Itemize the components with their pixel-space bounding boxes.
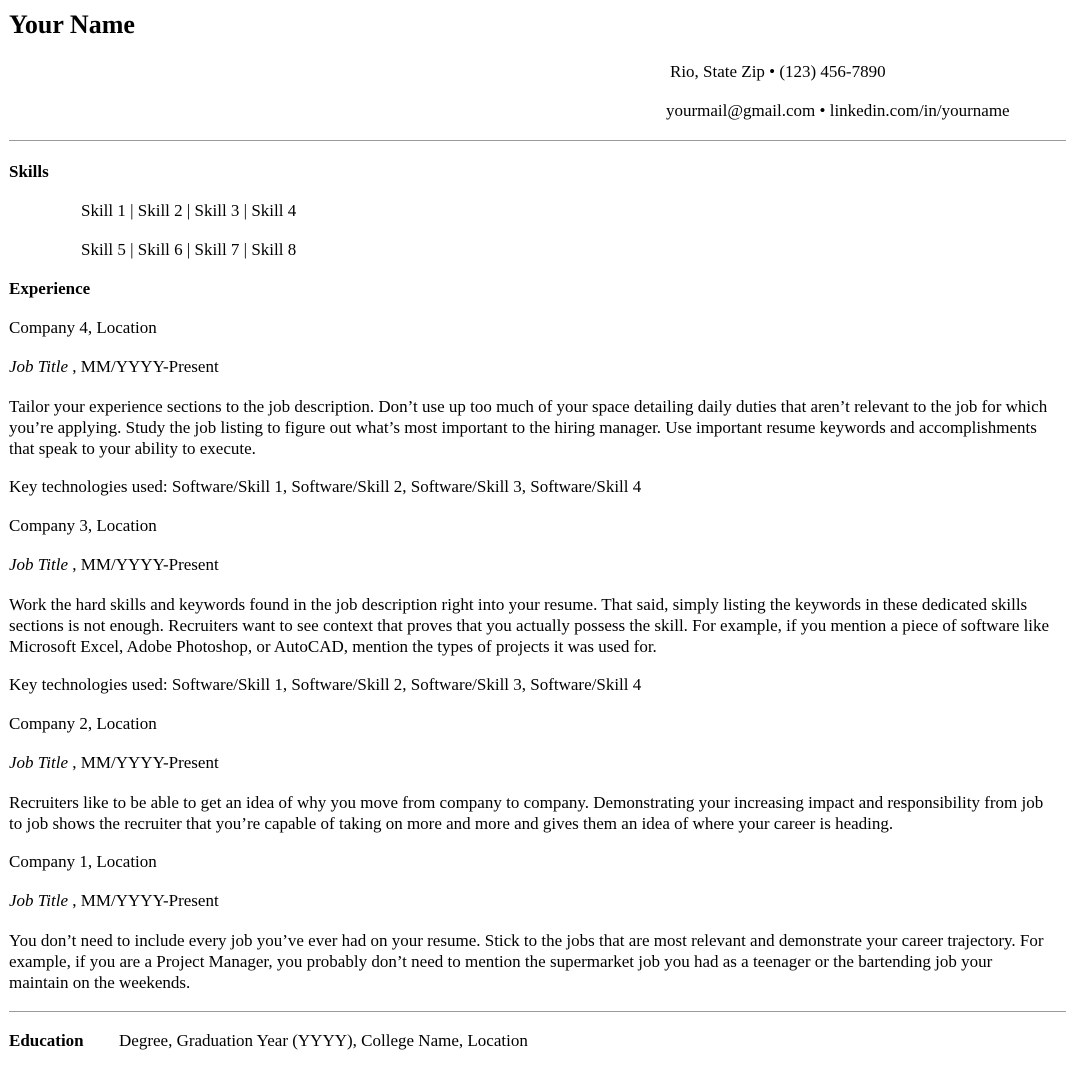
job-title: Job Title <box>9 891 69 910</box>
job-dates: , MM/YYYY-Present <box>68 753 219 772</box>
job-title: Job Title <box>9 555 69 574</box>
job-description: You don’t need to include every job you’ve ever had on your resume. Stick to the jobs that are most relevant and demonstrate your career trajectory. For example, if you are a Project Manager, you probably don’t need to mention the supermarket job you had as a teenager or the bartending job your maintain on the weekends. <box>9 931 1044 992</box>
job-description: Work the hard skills and keywords found in the job description right into your resume. That said, simply listing the keywords in these dedicated skills sections is not enough. Recruiters want to see context that proves that you actually possess the skill. For example, if you mention a piece of software like Microsoft Excel, Adobe Photoshop, or AutoCAD, mention the types of projects it was used for. <box>9 595 1050 656</box>
job-title: Job Title <box>9 753 69 772</box>
job-description: Tailor your experience sections to the job description. Don’t use up too much of your space detailing daily duties that aren’t relevant to the job for which you’re applying. Study the job listing to figure out what’s most important to the hiring manager. Use important resume keywords and accomplishments that speak to your ability to execute. <box>9 397 1048 458</box>
job-technologies: Key technologies used: Software/Skill 1, Software/Skill 2, Software/Skill 3, Software/Skill 4 <box>9 675 642 694</box>
education-heading: Education <box>9 1031 84 1050</box>
resume-name: Your Name <box>9 10 135 39</box>
skills-row-1: Skill 1 | Skill 2 | Skill 3 | Skill 4 <box>81 201 297 220</box>
skills-heading: Skills <box>9 162 49 181</box>
job-description: Recruiters like to be able to get an idea of why you move from company to company. Demonstrating your increasing impact and responsibility from job to job shows the recruiter that you’re capable of taking on more and more and gives them an idea of where your career is heading. <box>9 793 1044 833</box>
job-company: Company 3, Location <box>9 516 157 535</box>
job-dates: , MM/YYYY-Present <box>68 555 219 574</box>
job-title-line <box>9 752 219 774</box>
job-title-line <box>9 890 219 912</box>
job-company: Company 1, Location <box>9 852 157 871</box>
job-title-line <box>9 356 219 378</box>
education-divider <box>9 1011 1066 1012</box>
header-divider <box>9 140 1066 141</box>
job-dates: , MM/YYYY-Present <box>68 891 219 910</box>
job-title-line <box>9 554 219 576</box>
job-dates: , MM/YYYY-Present <box>68 357 219 376</box>
education-details: Degree, Graduation Year (YYYY), College Name, Location <box>119 1031 528 1050</box>
job-title: Job Title <box>9 357 69 376</box>
experience-heading: Experience <box>9 279 91 298</box>
contact-location-phone: Rio, State Zip • (123) 456-7890 <box>670 62 886 81</box>
job-company: Company 2, Location <box>9 714 157 733</box>
job-company: Company 4, Location <box>9 318 157 337</box>
skills-row-2: Skill 5 | Skill 6 | Skill 7 | Skill 8 <box>81 240 297 259</box>
job-technologies: Key technologies used: Software/Skill 1, Software/Skill 2, Software/Skill 3, Software/Skill 4 <box>9 477 642 496</box>
contact-email-linkedin: yourmail@gmail.com • linkedin.com/in/yourname <box>666 101 1010 120</box>
